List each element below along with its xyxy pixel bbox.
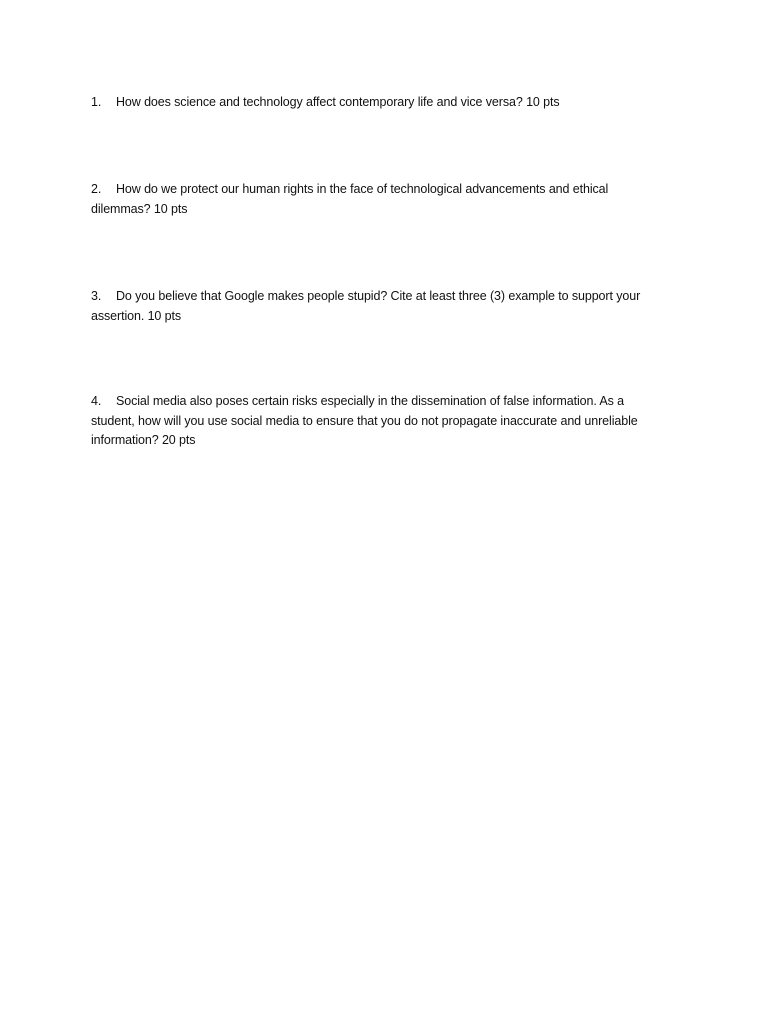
question-1 [91, 93, 671, 113]
question-3 [91, 287, 671, 326]
question-text: How does science and technology affect contemporary life and vice versa? 10 pts [116, 95, 560, 109]
question-text: Social media also poses certain risks especially in the dissemination of false information. As a student, how will you use social media to ensure that you do not propagate inaccurate and unreliable information? 20 pts [91, 394, 638, 447]
question-number: 2. [91, 182, 102, 196]
question-text: How do we protect our human rights in the face of technological advancements and ethical dilemmas? 10 pts [91, 182, 609, 216]
question-text: Do you believe that Google makes people stupid? Cite at least three (3) example to support your assertion. 10 pts [91, 289, 641, 323]
question-number: 1. [91, 95, 102, 109]
question-2 [91, 180, 671, 219]
question-4 [91, 392, 671, 451]
question-number: 3. [91, 289, 102, 303]
question-number: 4. [91, 394, 102, 408]
